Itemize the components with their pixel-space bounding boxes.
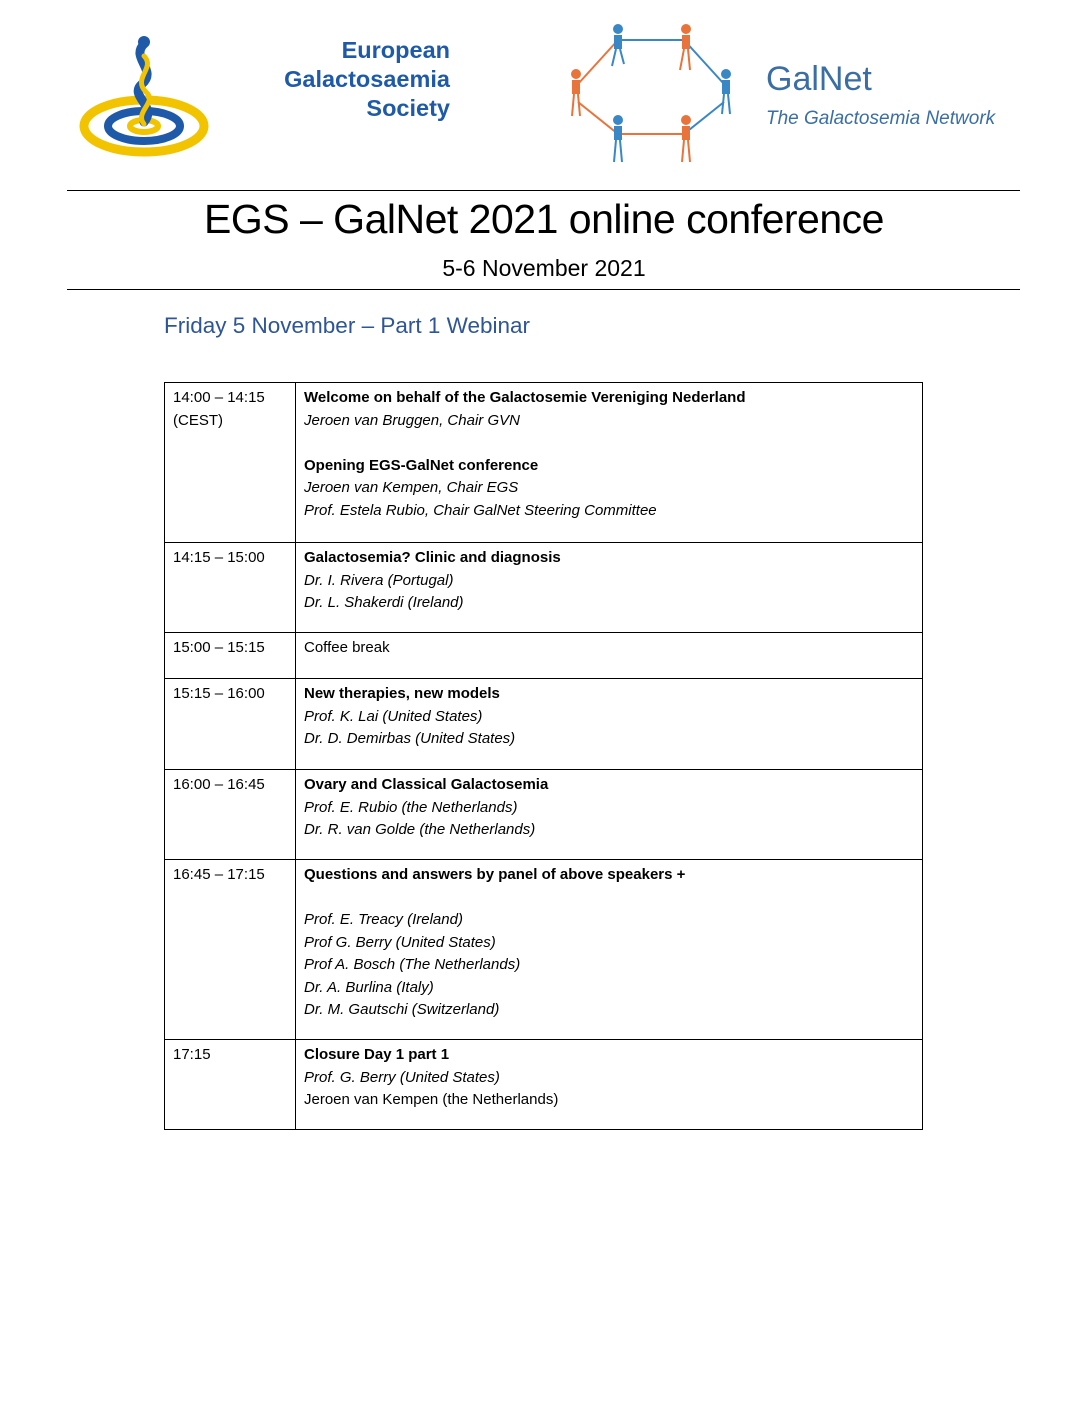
table-row [165, 543, 923, 633]
conference-title: EGS – GalNet 2021 online conference [204, 196, 884, 242]
time-text: 14:00 – 14:15 [173, 389, 265, 406]
schedule-table [164, 382, 923, 1130]
speaker: Dr. M. Gautschi (Switzerland) [304, 1001, 500, 1018]
time-text: 15:15 – 16:00 [173, 685, 265, 702]
time-cell [165, 679, 296, 770]
speaker: Dr. D. Demirbas (United States) [304, 730, 516, 747]
time-text: 15:00 – 15:15 [173, 639, 265, 656]
speaker: Dr. A. Burlina (Italy) [304, 978, 434, 996]
table-row [165, 770, 923, 860]
galnet-title: GalNet [766, 60, 872, 98]
session-cell [296, 543, 923, 633]
speaker: Jeroen van Kempen, Chair EGS [304, 479, 519, 496]
galnet-subtitle: The Galactosemia Network [766, 108, 996, 129]
session-cell [296, 633, 923, 679]
session-topic: Closure Day 1 part 1 [304, 1046, 450, 1063]
session-cell [296, 860, 923, 1040]
time-cell [165, 770, 296, 860]
time-text: 16:45 – 17:15 [173, 866, 265, 883]
egs-name-line-3: Society [366, 95, 450, 121]
egs-name-line-2: Galactosaemia [284, 66, 450, 92]
header-bottom-rule [67, 289, 1020, 290]
session-cell [296, 1040, 923, 1130]
speaker: Prof. Estela Rubio, Chair GalNet Steering Committee [304, 501, 657, 519]
egs-name [228, 36, 450, 123]
egs-emblem-icon [78, 34, 238, 158]
speaker: Prof A. Bosch (The Netherlands) [304, 956, 521, 973]
timezone-text: (CEST) [173, 411, 223, 429]
session-topic: New therapies, new models [304, 685, 500, 702]
galnet-logo [566, 22, 1016, 172]
time-cell [165, 383, 296, 543]
session-cell [296, 679, 923, 770]
egs-logo [78, 34, 450, 158]
time-text: 14:15 – 15:00 [173, 549, 265, 566]
speaker: Prof. E. Rubio (the Netherlands) [304, 798, 518, 816]
session-topic: Galactosemia? Clinic and diagnosis [304, 549, 561, 566]
session-topic: Questions and answers by panel of above speakers + [304, 866, 686, 883]
speaker: Jeroen van Kempen (the Netherlands) [304, 1091, 559, 1108]
table-row [165, 1040, 923, 1130]
time-cell [165, 860, 296, 1040]
header-top-rule [67, 190, 1020, 191]
speaker: Jeroen van Bruggen, Chair GVN [304, 411, 520, 429]
speaker: Prof. K. Lai (United States) [304, 707, 483, 725]
session-topic: Opening EGS-GalNet conference [304, 456, 539, 474]
time-cell [165, 633, 296, 679]
speaker: Prof. G. Berry (United States) [304, 1068, 500, 1086]
time-text: 17:15 [173, 1046, 211, 1063]
session-cell [296, 383, 923, 543]
table-row [165, 679, 923, 770]
session-cell [296, 770, 923, 860]
table-row [165, 383, 923, 543]
session-topic: Welcome on behalf of the Galactosemie Vereniging Nederland [304, 389, 746, 406]
egs-name-line-1: European [341, 37, 450, 63]
day-heading: Friday 5 November – Part 1 Webinar [164, 313, 530, 338]
time-text: 16:00 – 16:45 [173, 776, 265, 793]
break-text: Coffee break [304, 639, 390, 656]
time-cell [165, 543, 296, 633]
speaker: Dr. R. van Golde (the Netherlands) [304, 821, 536, 838]
galnet-people-ring-icon [566, 22, 746, 172]
time-cell [165, 1040, 296, 1130]
speaker: Dr. I. Rivera (Portugal) [304, 571, 454, 589]
speaker: Dr. L. Shakerdi (Ireland) [304, 594, 464, 611]
session-topic: Ovary and Classical Galactosemia [304, 776, 549, 793]
conference-dates: 5-6 November 2021 [442, 255, 646, 281]
table-row [165, 860, 923, 1040]
table-row [165, 633, 923, 679]
speaker: Prof. E. Treacy (Ireland) [304, 911, 463, 928]
speaker: Prof G. Berry (United States) [304, 933, 496, 951]
